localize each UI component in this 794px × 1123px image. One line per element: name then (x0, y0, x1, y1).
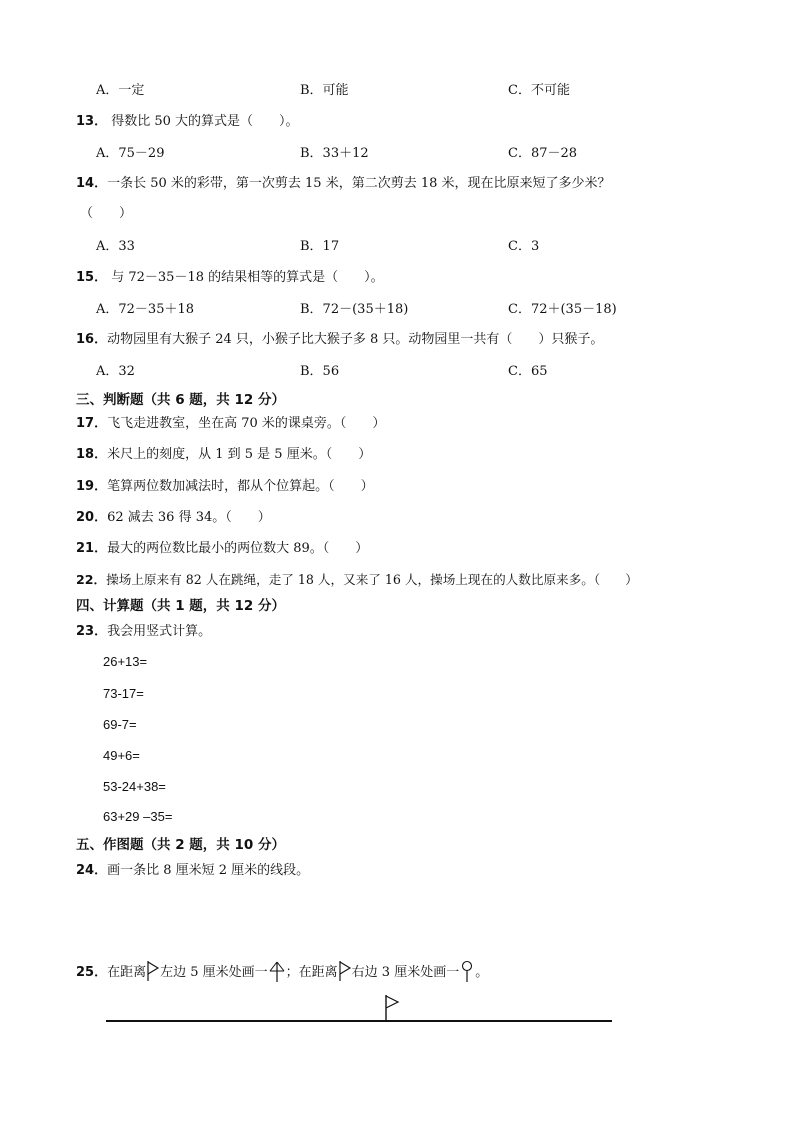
q16-option-c: C．65 (508, 364, 548, 379)
section-heading-drawing: 五、作图题（共 2 题，共 10 分） (76, 837, 285, 853)
q12-option-a: A．一定 (96, 83, 145, 98)
question-number: 20． (76, 510, 108, 525)
question-text: 62 减去 36 得 34。（ ） (107, 510, 271, 525)
question-text: 飞飞走进教室，坐在高 70 米的课桌旁。（ ） (107, 416, 386, 431)
question-16 (76, 331, 603, 349)
question-21 (76, 540, 368, 558)
question-text: 与 72－35－18 的结果相等的算式是（ ）。 (111, 270, 384, 285)
question-number: 16． (76, 332, 108, 347)
drawing-baseline (0, 990, 794, 1030)
question-text: 一条长 50 米的彩带，第一次剪去 15 米，第二次剪去 18 米，现在比原来短了多少米？ (107, 176, 611, 191)
question-number: 21． (76, 541, 108, 556)
question-number: 17． (76, 416, 108, 431)
question-17 (76, 415, 385, 433)
question-text: 米尺上的刻度，从 1 到 5 是 5 厘米。（ ） (107, 447, 372, 462)
calc-item: 26+13= (103, 654, 148, 669)
q12-option-b: B．可能 (300, 83, 349, 98)
tree-icon (268, 960, 286, 982)
question-text: 动物园里有大猴子 24 只，小猴子比大猴子多 8 只。动物园里一共有（ ）只猴子。 (107, 332, 604, 347)
q13-option-b: B．33＋12 (300, 146, 369, 161)
q14-option-b: B．17 (300, 239, 340, 254)
question-number: 18． (76, 447, 108, 462)
q15-option-b: B．72－(35＋18) (300, 302, 409, 317)
calc-item: 73-17= (103, 686, 144, 701)
question-text: 我会用竖式计算。 (107, 624, 212, 639)
calc-item: 63+29 –35= (103, 809, 173, 824)
section-heading-judgement: 三、判断题（共 6 题，共 12 分） (76, 392, 285, 408)
q16-option-a: A．32 (96, 364, 135, 379)
question-text: 得数比 50 大的算式是（ ）。 (111, 114, 299, 129)
question-19 (76, 478, 374, 496)
question-number: 24． (76, 863, 108, 878)
question-13 (76, 113, 299, 131)
question-number: 23． (76, 624, 108, 639)
q14-answer-blank: （ ） (80, 206, 133, 221)
question-text: 笔算两位数加减法时，都从个位算起。（ ） (107, 479, 374, 494)
question-number: 22． (76, 572, 107, 587)
q15-option-c: C．72＋(35－18) (508, 302, 617, 317)
q16-option-b: B．56 (300, 364, 340, 379)
question-23 (76, 623, 211, 641)
q15-option-a: A．72－35＋18 (96, 302, 195, 317)
question-text-part: 。 (475, 965, 489, 980)
q13-option-a: A．75－29 (96, 146, 165, 161)
question-number: 15． (76, 270, 108, 285)
question-number: 14． (76, 176, 108, 191)
question-number: 13． (76, 114, 108, 129)
question-text-part: ；在距离 (285, 965, 338, 980)
balloon-icon (459, 960, 475, 982)
question-22 (76, 571, 638, 589)
question-25 (76, 960, 488, 984)
q14-option-a: A．33 (96, 239, 135, 254)
q12-option-c: C．不可能 (508, 83, 570, 98)
flag-icon (146, 960, 160, 982)
calc-item: 69-7= (103, 717, 137, 732)
question-14 (76, 175, 611, 193)
question-20 (76, 509, 271, 527)
section-heading-calculation: 四、计算题（共 1 题，共 12 分） (76, 598, 285, 614)
question-24 (76, 862, 309, 880)
question-text-part: 在距离 (107, 965, 147, 980)
flag-icon (338, 960, 352, 982)
calc-item: 49+6= (103, 748, 140, 763)
question-text: 最大的两位数比最小的两位数大 89。（ ） (107, 541, 369, 556)
question-text: 画一条比 8 厘米短 2 厘米的线段。 (107, 863, 310, 878)
q14-option-c: C．3 (508, 239, 540, 254)
question-number: 19． (76, 479, 108, 494)
question-text-part: 右边 3 厘米处画一 (351, 965, 460, 980)
question-15 (76, 269, 384, 287)
q13-option-c: C．87－28 (508, 146, 578, 161)
question-text-part: 左边 5 厘米处画一 (160, 965, 268, 980)
question-number: 25． (76, 965, 108, 980)
calc-item: 53-24+38= (103, 779, 166, 794)
question-18 (76, 446, 371, 464)
question-text: 操场上原来有 82 人在跳绳，走了 18 人，又来了 16 人，操场上现在的人数比原来多。（ ） (106, 572, 638, 587)
